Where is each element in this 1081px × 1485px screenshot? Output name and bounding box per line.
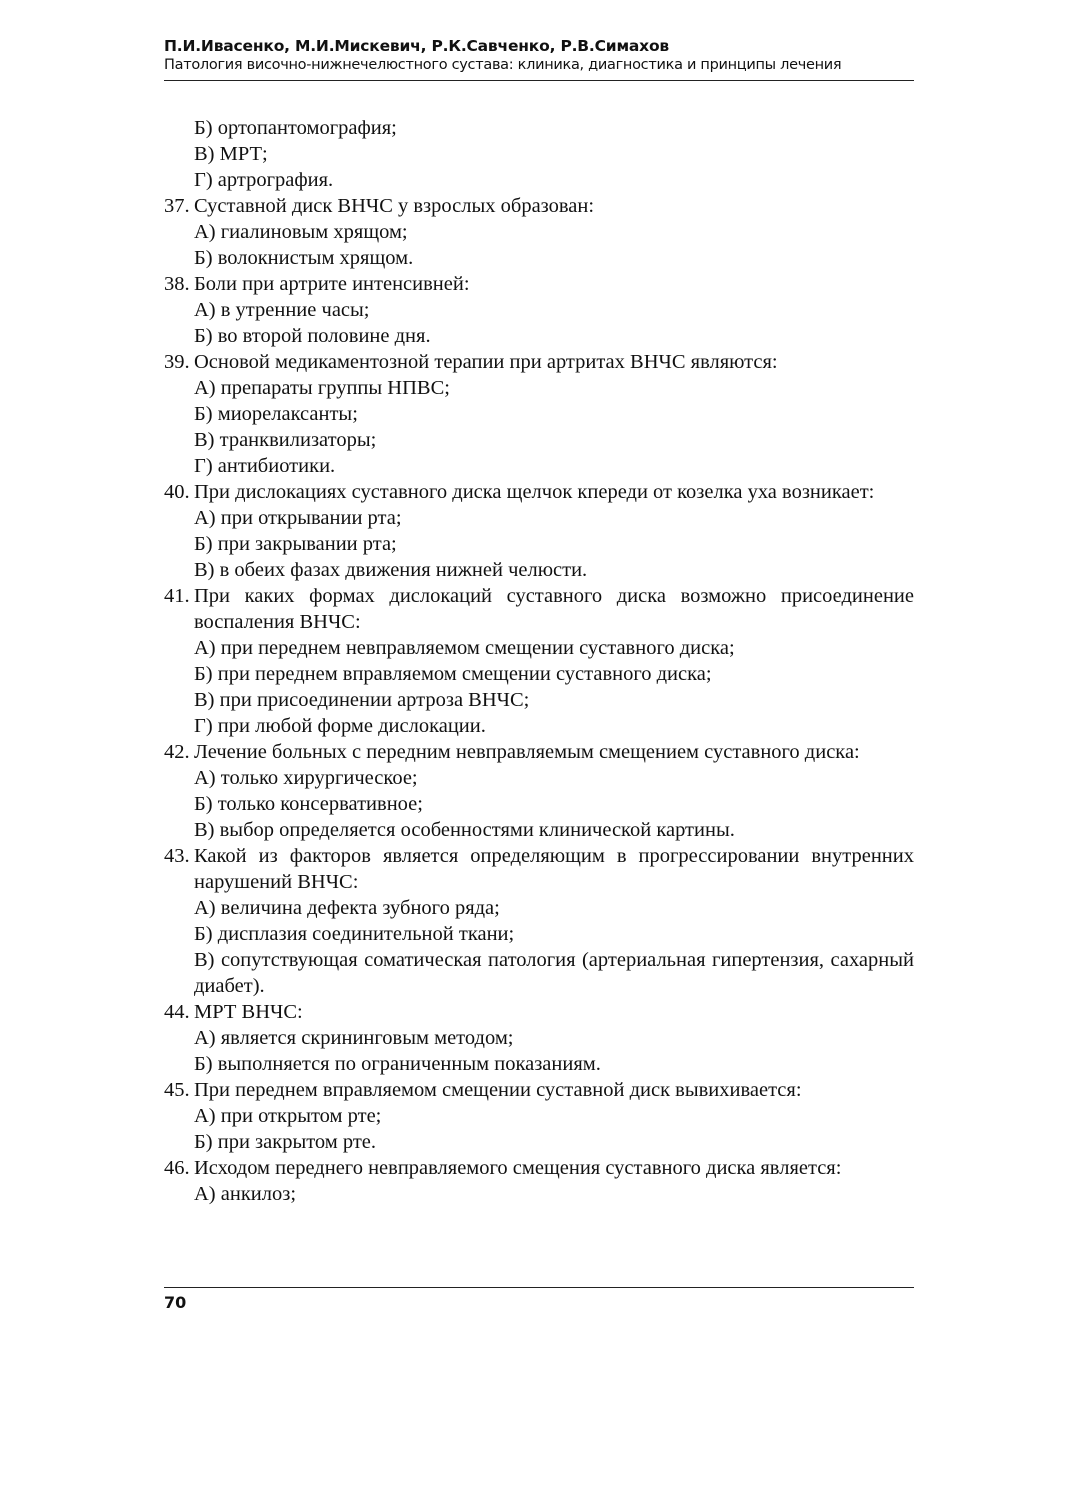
answer-option: Г) антибиотики. [194, 455, 336, 477]
running-header [164, 36, 914, 75]
question-item [164, 739, 914, 765]
answer-option: В) при присоединении артроза ВНЧС; [194, 689, 530, 711]
question-item [164, 271, 914, 297]
answer-option: А) гиалиновым хрящом; [194, 221, 408, 243]
answer-option: Г) при любой форме дислокации. [194, 715, 486, 737]
question-item [164, 583, 914, 635]
answer-option: Б) во второй половине дня. [194, 325, 431, 347]
question-item [164, 193, 914, 219]
question-text: Лечение больных с передним невправляемым смещением суставного диска: [194, 741, 860, 763]
footer-rule [164, 1287, 914, 1288]
header-authors: П.И.Ивасенко, М.И.Мискевич, Р.К.Савченко, Р.В.Симахов [164, 37, 670, 55]
question-item [164, 1155, 914, 1181]
answer-option-block [164, 947, 914, 999]
answer-option: Б) волокнистым хрящом. [194, 247, 414, 269]
answer-option: Б) миорелаксанты; [194, 403, 358, 425]
answer-option: Б) при закрытом рте. [194, 1131, 377, 1153]
question-text: При каких формах дислокаций суставного диска возможно присоединение воспаления ВНЧС: [194, 585, 914, 633]
question-text: Исходом переднего невправляемого смещения суставного диска является: [194, 1157, 842, 1179]
answer-option: А) препараты группы НПВС; [194, 377, 450, 399]
question-number: 37. [164, 195, 190, 217]
answer-option: А) только хирургическое; [194, 767, 418, 789]
answer-option: Г) артрография. [194, 169, 334, 191]
question-item [164, 843, 914, 895]
answer-option: В) выбор определяется особенностями клинической картины. [194, 819, 735, 841]
question-item [164, 1077, 914, 1103]
question-number: 44. [164, 1001, 190, 1023]
question-text: При переднем вправляемом смещении суставной диск вывихивается: [194, 1079, 802, 1101]
question-number: 38. [164, 273, 190, 295]
answer-option: А) в утренние часы; [194, 299, 370, 321]
question-text: Боли при артрите интенсивней: [194, 273, 470, 295]
question-number: 41. [164, 585, 190, 607]
question-item [164, 479, 914, 505]
question-text: Суставной диск ВНЧС у взрослых образован: [194, 195, 595, 217]
question-text: Какой из факторов является определяющим в прогрессировании внутренних нарушений ВНЧС: [194, 845, 914, 893]
answer-option: Б) дисплазия соединительной ткани; [194, 923, 515, 945]
header-rule [164, 80, 914, 81]
question-item [164, 999, 914, 1025]
question-number: 40. [164, 481, 190, 503]
answer-option: А) при открывании рта; [194, 507, 402, 529]
question-text: Основой медикаментозной терапии при артритах ВНЧС являются: [194, 351, 778, 373]
answer-option: В) МРТ; [194, 143, 268, 165]
question-number: 46. [164, 1157, 190, 1179]
question-number: 42. [164, 741, 190, 763]
answer-option: А) при переднем невправляемом смещении суставного диска; [194, 637, 735, 659]
question-number: 43. [164, 845, 190, 867]
question-item [164, 349, 914, 375]
answer-option: В) в обеих фазах движения нижней челюсти. [194, 559, 588, 581]
answer-option: Б) при переднем вправляемом смещении суставного диска; [194, 663, 712, 685]
question-text: МРТ ВНЧС: [194, 1001, 303, 1023]
answer-option: А) при открытом рте; [194, 1105, 382, 1127]
question-text: При дислокациях суставного диска щелчок кпереди от козелка уха возникает: [194, 481, 875, 503]
answer-option: А) является скрининговым методом; [194, 1027, 514, 1049]
answer-option: А) величина дефекта зубного ряда; [194, 897, 500, 919]
question-number: 39. [164, 351, 190, 373]
answer-option: Б) выполняется по ограниченным показаниям. [194, 1053, 601, 1075]
answer-option: А) анкилоз; [194, 1183, 297, 1205]
answer-option: Б) только консервативное; [194, 793, 423, 815]
answer-option: Б) при закрывании рта; [194, 533, 397, 555]
page-number: 70 [164, 1293, 187, 1312]
question-number: 45. [164, 1079, 190, 1101]
answer-option: В) сопутствующая соматическая патология (артериальная гипертензия, сахарный диабет). [194, 949, 914, 997]
question-list [164, 115, 914, 1207]
header-book-title: Патология височно-нижнечелюстного сустава: клиника, диагностика и принципы лечения [164, 57, 842, 73]
answer-option: В) транквилизаторы; [194, 429, 377, 451]
answer-option: Б) ортопантомография; [194, 117, 397, 139]
